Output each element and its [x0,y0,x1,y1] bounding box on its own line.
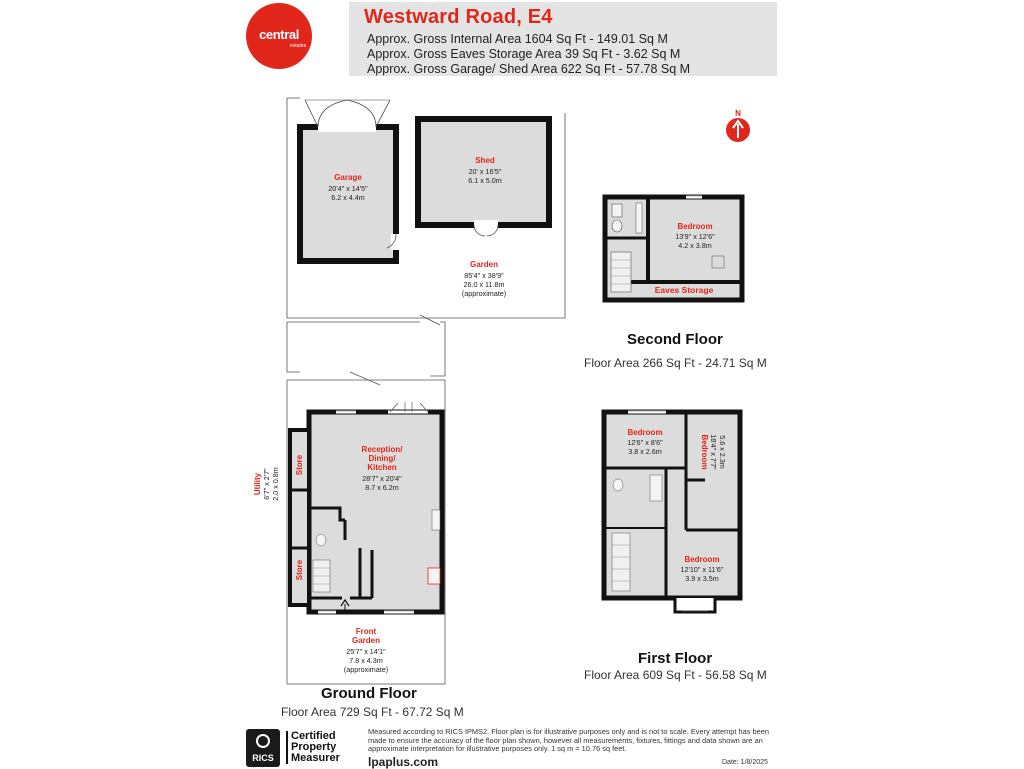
property-title: Westward Road, E4 [364,6,553,28]
front-garden-label-2: Garden [351,636,381,645]
rics-logo-icon [246,729,280,767]
reception-label-2: Dining/ [368,454,396,463]
ground-floor-plan [290,402,442,612]
badge-line-1: Certified [286,731,336,742]
logo-subtext: estates [290,43,307,49]
gross-eaves-area: Approx. Gross Eaves Storage Area 39 Sq Ft - 3.62 Sq M [367,47,681,61]
garden-metric: 26.0 x 11.8m [463,280,505,289]
rics-abbr: RICS [252,753,274,763]
shed-label: Shed [475,156,495,165]
badge-line-2: Property [286,742,336,753]
ground-floor-title: Ground Floor [321,685,417,702]
garden-note: (approximate) [461,289,507,298]
badge-line-3: Measurer [286,753,340,764]
first-bedroom-a-label: Bedroom [627,428,663,437]
first-bedroom-a-imperial: 12'6" x 8'6" [627,438,663,447]
ground-floor-area: Floor Area 729 Sq Ft - 67.72 Sq M [281,705,464,719]
garage-metric: 6.2 x 4.4m [331,193,365,202]
store-upper-label: Store [295,454,304,476]
first-bedroom-b-imperial: 18'4" x 7'7" [709,434,718,470]
garden-imperial: 85'4" x 38'9" [464,271,504,280]
shed-metric: 6.1 x 5.0m [468,176,502,185]
rics-certified-badge [246,729,354,767]
utility-metric: 2.0 x 0.8m [271,467,280,501]
reception-imperial: 28'7" x 20'4" [362,474,402,483]
front-garden-label-1: Front [355,627,377,636]
plan-date: Date: 1/8/2025 [722,759,768,766]
reception-metric: 8.7 x 6.2m [365,483,399,492]
footer-url-link[interactable]: lpaplus.com [368,755,439,769]
gross-garage-area: Approx. Gross Garage/ Shed Area 622 Sq Ft - 57.78 Sq M [367,62,691,76]
first-bedroom-c-label: Bedroom [684,555,720,564]
first-bedroom-c-metric: 3.9 x 3.5m [685,574,719,583]
garage-imperial: 20'4" x 14'5" [328,184,368,193]
second-floor-title: Second Floor [627,331,723,348]
second-floor-area: Floor Area 266 Sq Ft - 24.71 Sq M [584,356,767,370]
shed-imperial: 20' x 16'5" [468,167,502,176]
second-bedroom-label: Bedroom [677,222,713,231]
second-bedroom-metric: 4.2 x 3.8m [678,241,712,250]
reception-label-3: Kitchen [367,463,397,472]
front-garden-imperial: 25'7" x 14'1" [346,647,386,656]
logo-text: central [259,27,299,42]
reception-label-1: Reception/ [361,445,403,454]
front-garden-note: (approximate) [343,665,389,674]
utility-imperial: 6'7" x 2'7" [262,468,271,500]
disclaimer-text: Measured according to RICS IPMS2. Floor plan is for illustrative purposes only and is not to scale. Every attempt has been made to ensure the accuracy of the floor plan shown, however all measurements, fixtures, fittings and data shown are an approximate interpretation for illustrative purposes only. 1 sq m = 10.76 sq feet. [368,727,769,754]
garden-label: Garden [469,260,499,269]
north-arrow-icon [726,118,750,142]
first-bedroom-c-imperial: 12'10" x 11'6" [680,565,724,574]
first-bedroom-b-label: Bedroom [700,434,709,470]
second-bedroom-imperial: 13'9" x 12'6" [675,232,715,241]
store-lower-label: Store [295,559,304,581]
first-bedroom-a-metric: 3.8 x 2.6m [628,447,662,456]
first-floor-title: First Floor [638,650,713,667]
eaves-storage-label: Eaves Storage [654,285,714,295]
front-garden-metric: 7.8 x 4.3m [349,656,383,665]
gross-internal-area: Approx. Gross Internal Area 1604 Sq Ft - 149.01 Sq M [367,32,668,46]
north-label: N [735,109,741,118]
garage-label: Garage [334,173,362,182]
utility-label: Utility [253,472,262,496]
first-bedroom-b-metric: 5.6 x 2.3m [718,435,727,469]
first-floor-area: Floor Area 609 Sq Ft - 56.58 Sq M [584,668,767,682]
